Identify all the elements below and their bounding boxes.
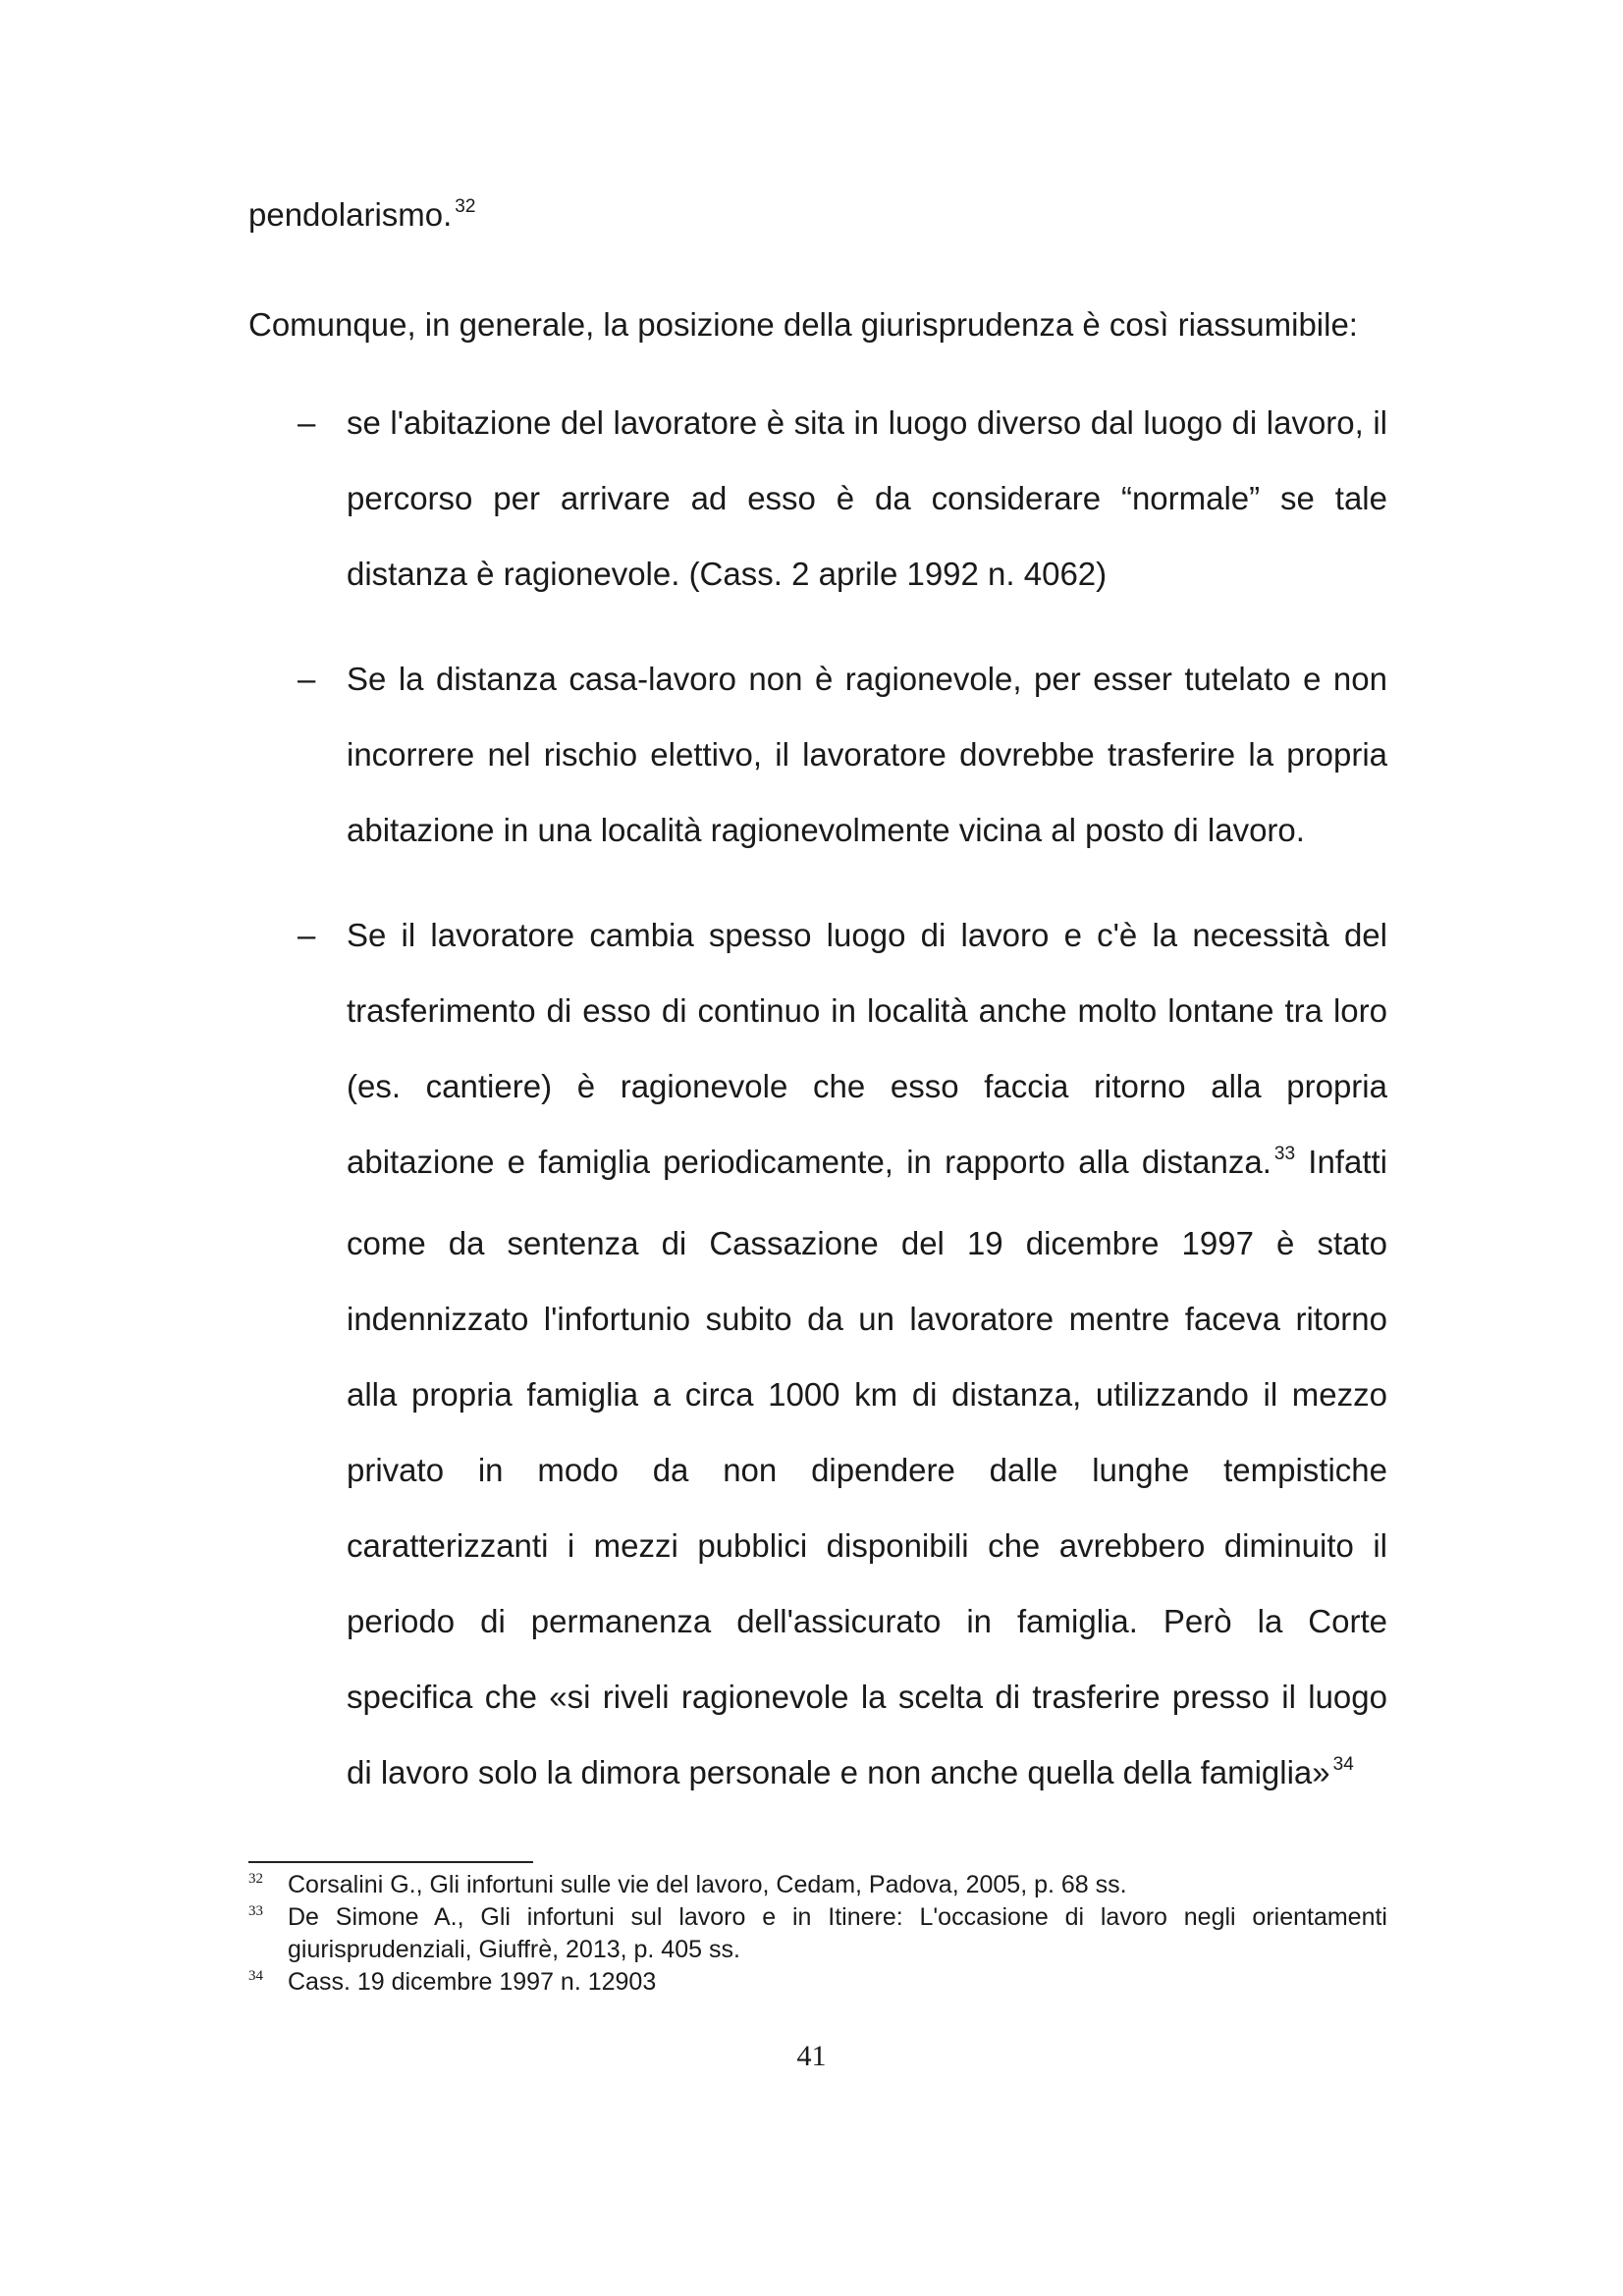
page-number: 41 — [796, 2040, 827, 2072]
footnote-number: 33 — [248, 1903, 263, 1919]
footnote-text: De Simone A., Gli infortuni sul lavoro e in Itinere: L'occasione di lavoro negli orientamenti giurisprudenziali, Giuffrè, 2013, p. 405 ss. — [288, 1903, 1387, 1963]
dash-marker: – — [298, 917, 316, 953]
body-text-top — [248, 177, 1387, 362]
list-item — [248, 385, 1387, 612]
footnote-number: 34 — [248, 1968, 263, 1984]
list-item-text-continued: Infatti come da sentenza di Cassazione del 19 dicembre 1997 è stato indennizzato l'infortunio subito da un lavoratore mentre faceva ritorno alla propria famiglia a circa 1000 km di distanza, utilizzando il mezzo privato in modo da non dipendere dalle lunghe tempistiche caratterizzanti i mezzi pubblici disponibili che avrebbero diminuito il periodo di permanenza dell'assicurato in famiglia. Però la Corte specifica che «si riveli ragionevole la scelta di trasferire presso il luogo di lavoro solo la dimora personale e non anche quella della famiglia» — [347, 1144, 1387, 1790]
continuation-paragraph — [248, 177, 1387, 258]
footnote-text: Corsalini G., Gli infortuni sulle vie del lavoro, Cedam, Padova, 2005, p. 68 ss. — [288, 1871, 1127, 1898]
footnote-number: 32 — [248, 1871, 263, 1887]
footnotes — [248, 1869, 1387, 1999]
dash-list — [248, 385, 1387, 1845]
footnote-32 — [248, 1869, 1387, 1901]
footnote-34 — [248, 1966, 1387, 1999]
footnote-text: Cass. 19 dicembre 1997 n. 12903 — [288, 1968, 657, 1996]
intro-paragraph: Comunque, in generale, la posizione della giurisprudenza è così riassumibile: — [248, 306, 1358, 343]
list-item-text: Se il lavoratore cambia spesso luogo di lavoro e c'è la necessità del trasferimento di esso di continuo in località anche molto lontane tra loro (es. cantiere) è ragionevole che esso faccia ritorno alla propria abitazione e famiglia periodicamente, in rapporto alla distanza. — [347, 917, 1387, 1180]
footnote-ref-32[interactable]: 32 — [455, 196, 476, 217]
list-item-text: Se la distanza casa-lavoro non è ragionevole, per esser tutelato e non incorrere nel rischio elettivo, il lavoratore dovrebbe trasferire la propria abitazione in una località ragionevolmente vicina al posto di lavoro. — [347, 661, 1387, 848]
continuation-text: pendolarismo. — [248, 196, 453, 233]
footnote-ref-34[interactable]: 34 — [1332, 1754, 1354, 1775]
list-item — [248, 641, 1387, 868]
list-item — [248, 897, 1387, 1816]
footnote-ref-33[interactable]: 33 — [1273, 1144, 1296, 1164]
footnote-separator — [248, 1861, 533, 1863]
dash-marker: – — [298, 661, 316, 697]
dash-marker: – — [298, 404, 316, 441]
list-item-text: se l'abitazione del lavoratore è sita in luogo diverso dal luogo di lavoro, il percorso per arrivare ad esso è da considerare “normale” se tale distanza è ragionevole. (Cass. 2 aprile 1992 n. 4062) — [347, 404, 1387, 592]
footnote-33 — [248, 1901, 1387, 1966]
